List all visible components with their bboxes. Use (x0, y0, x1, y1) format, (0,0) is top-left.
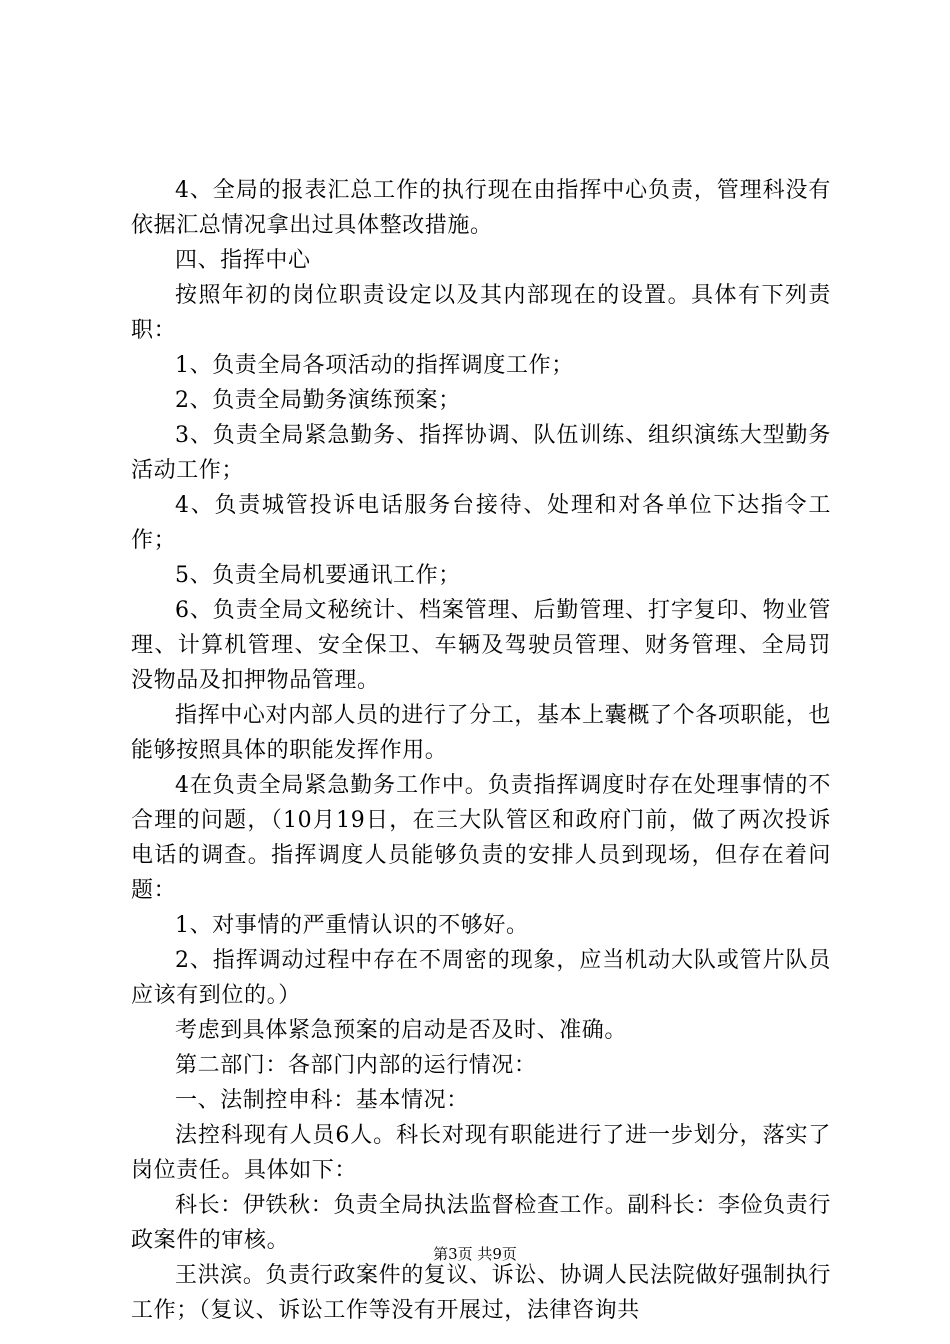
paragraph: 按照年初的岗位职责设定以及其内部现在的设置。具体有下列责职： (131, 283, 831, 343)
paragraph: 考虑到具体紧急预案的启动是否及时、准确。 (175, 1018, 628, 1043)
list-item: 3、负责全局紧急勤务、指挥协调、队伍训练、组织演练大型勤务活动工作； (131, 423, 831, 483)
paragraph: 科长：伊铁秋：负责全局执法监督检查工作。副科长：李俭负责行政案件的审核。 (131, 1193, 831, 1253)
list-item: 4、负责城管投诉电话服务台接待、处理和对各单位下达指令工作； (131, 493, 831, 553)
paragraph: 4、全局的报表汇总工作的执行现在由指挥中心负责，管理科没有依据汇总情况拿出过具体整改措施。 (131, 178, 831, 238)
list-item: 5、负责全局机要通讯工作； (175, 563, 461, 588)
paragraph: 4在负责全局紧急勤务工作中。负责指挥调度时存在处理事情的不合理的问题，（10月19日，在三大队管区和政府门前，做了两次投诉电话的调查。指挥调度人员能够负责的安排人员到现场，但存在着问题： (131, 773, 831, 903)
list-item: 2、指挥调动过程中存在不周密的现象，应当机动大队或管片队员应该有到位的。） (131, 948, 831, 1008)
paragraph: 法控科现有人员6人。科长对现有职能进行了进一步划分，落实了岗位责任。具体如下： (131, 1123, 831, 1183)
section-heading: 四、指挥中心 (175, 248, 311, 273)
paragraph: 指挥中心对内部人员的进行了分工，基本上囊概了个各项职能，也能够按照具体的职能发挥作用。 (131, 703, 831, 763)
list-item: 1、对事情的严重情认识的不够好。 (175, 913, 529, 938)
list-item: 6、负责全局文秘统计、档案管理、后勤管理、打字复印、物业管理、计算机管理、安全保卫、车辆及驾驶员管理、财务管理、全局罚没物品及扣押物品管理。 (131, 598, 831, 693)
list-item: 1、负责全局各项活动的指挥调度工作； (175, 353, 574, 378)
section-heading: 一、法制控申科：基本情况： (175, 1088, 469, 1113)
section-heading: 第二部门：各部门内部的运行情况： (175, 1053, 537, 1078)
page-number-footer: 第3页 共9页 (433, 1245, 517, 1263)
list-item: 2、负责全局勤务演练预案； (175, 388, 461, 413)
document-body (131, 173, 831, 1328)
paragraph: 王洪滨。负责行政案件的复议、诉讼、协调人民法院做好强制执行工作；（复议、诉讼工作等没有开展过，法律咨询共 (131, 1263, 831, 1323)
